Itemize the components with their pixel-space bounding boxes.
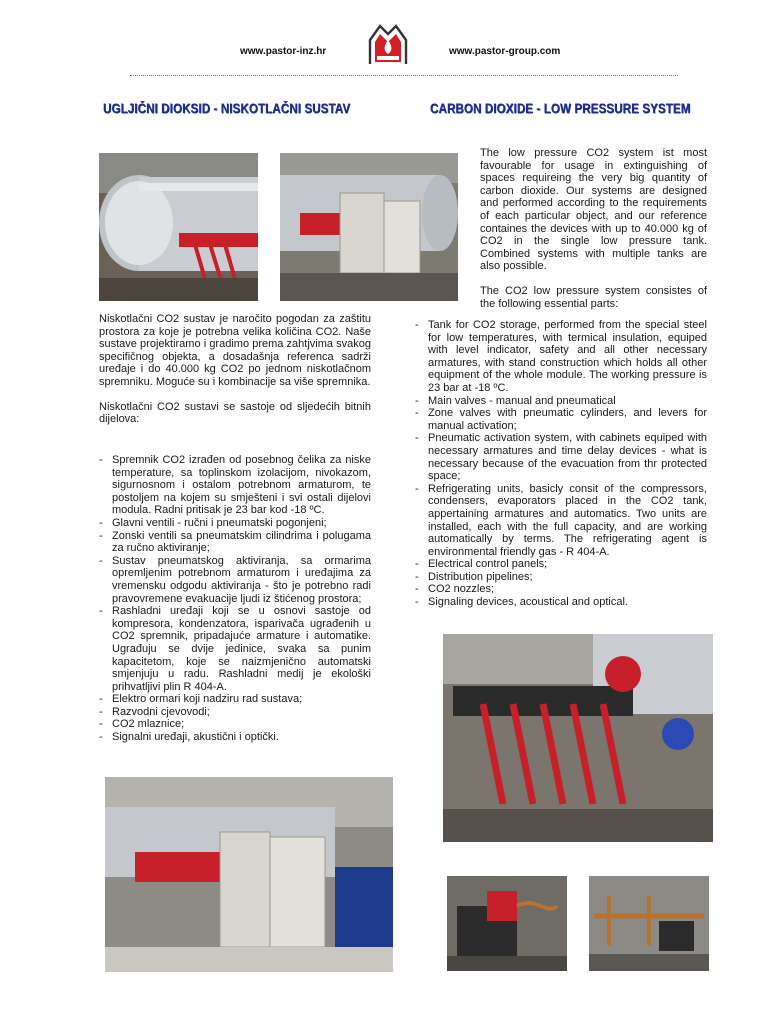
heading-english: CARBON DIOXIDE - LOW PRESSURE SYSTEM: [430, 101, 691, 116]
heading-croatian: UGLJIČNI DIOKSID - NISKOTLAČNI SUSTAV: [103, 101, 351, 116]
list-item: - Pneumatic activation system, with cabinets equiped with necessary armatures and time delay devices - what is necessary because of the evacuation from thr protected space;: [415, 432, 707, 482]
croatian-parts-list: [99, 454, 371, 744]
list-item: - Razvodni cjevovodi;: [99, 706, 371, 719]
list-item: - Signaling devices, acoustical and optical.: [415, 596, 707, 609]
list-item: - Electrical control panels;: [415, 558, 707, 571]
list-item: - Refrigerating units, basicly consit of the compressors, condensers, evaporators placed in the CO2 tank, appertaining armatures and automatics. Two units are installed, each with the full capacity, and are working automatically by terms. The refrigerating agent is environmental friendly gas - R 404-A.: [415, 483, 707, 559]
croatian-parts-intro: Niskotlačni CO2 sustavi se sastoje od sljedećih bitnih dijelova:: [99, 400, 371, 426]
list-item: - Distribution pipelines;: [415, 571, 707, 584]
photo-tank-side-view: [99, 153, 258, 301]
header-divider: [130, 75, 678, 76]
photo-valve-manifold: [443, 634, 713, 842]
list-item: - Main valves - manual and pneumatical: [415, 395, 707, 408]
pastor-logo: [366, 20, 410, 66]
photo-refrigeration-unit-2: [589, 876, 709, 971]
list-item: - Spremnik CO2 izrađen od posebnog čelika za niske temperature, sa toplinskom izolacijom, nivokazom, sigurnosnom i ostalom potrebnom armaturom, te postoljem na kojem su smješteni i svi ostali dijelovi modula. Radni pritisak je 23 bar kod -18 ºC.: [99, 454, 371, 517]
photo-tank-cabinets: [280, 153, 458, 301]
list-item: - Tank for CO2 storage, performed from the special steel for low temperatures, with termical insulation, equiped with level indicator, safety and all other necessary armatures, with stand construction which holds all other equipment of the whole module. The working pressure is 23 bar at -18 ºC.: [415, 319, 707, 395]
website-url-left[interactable]: www.pastor-inz.hr: [240, 46, 327, 57]
photo-control-cabinets: [105, 777, 393, 972]
croatian-intro-block: [99, 313, 371, 426]
croatian-intro: Niskotlačni CO2 sustav je naročito pogodan za zaštitu prostora za koje je potrebna velika količina CO2. Naše sustave projektiramo i gradimo prema zahtjvima svakog specifičnog objekta, a dosadašnja referenca sadrži uređaje i do 40.000 kg CO2 po jednom niskotlačnom spremniku. Moguće su i kombinacije sa više spremnika.: [99, 313, 371, 388]
english-parts-list: [415, 319, 707, 609]
list-item: - Glavni ventili - ručni i pneumatski pogonjeni;: [99, 517, 371, 530]
list-item: - Rashladni uređaji koji se u osnovi sastoje od kompresora, kondenzatora, isparivača ugrađenih u CO2 spremnik, pripadajuće armature i automatike. Ugrađuju se dvije jedinice, svaka sa punim kapacitetom, koje se naizmjenično automatski smjenjuju u radu. Rashladni medij je ekološki prihvatljivi plin R 404-A.: [99, 605, 371, 693]
english-intro-block: [480, 147, 707, 310]
list-item: - Zone valves with pneumatic cylinders, and levers for manual activation;: [415, 407, 707, 432]
list-item: - Signalni uređaji, akustični i optički.: [99, 731, 371, 744]
photo-refrigeration-unit-1: [447, 876, 567, 971]
list-item: - Sustav pneumatskog aktiviranja, sa ormarima opremljenim potrebnom armaturom i uređajima za vremensku odgodu aktiviranja - što je potrebno radi pravovremene evakuacije ljudi iz štićenog prostora;: [99, 555, 371, 605]
english-intro: The low pressure CO2 system ist most favourable for usage in extinguishing of spaces requireing the very big quantity of carbon dioxide. Our systems are designed and performed according to the requirements of each particular object, and our reference containes the devices with up to 40.000 kg of CO2 in the single low pressure tank. Combined systems with multiple tanks are also possible.: [480, 147, 707, 273]
english-parts-intro: The CO2 low pressure system consistes of the following essential parts:: [480, 284, 707, 310]
website-url-right[interactable]: www.pastor-group.com: [449, 46, 561, 57]
list-item: - CO2 mlaznice;: [99, 718, 371, 731]
list-item: - Zonski ventili sa pneumatskim cilindrima i polugama za ručno aktiviranje;: [99, 530, 371, 555]
list-item: - CO2 nozzles;: [415, 583, 707, 596]
list-item: - Elektro ormari koji nadziru rad sustava;: [99, 693, 371, 706]
